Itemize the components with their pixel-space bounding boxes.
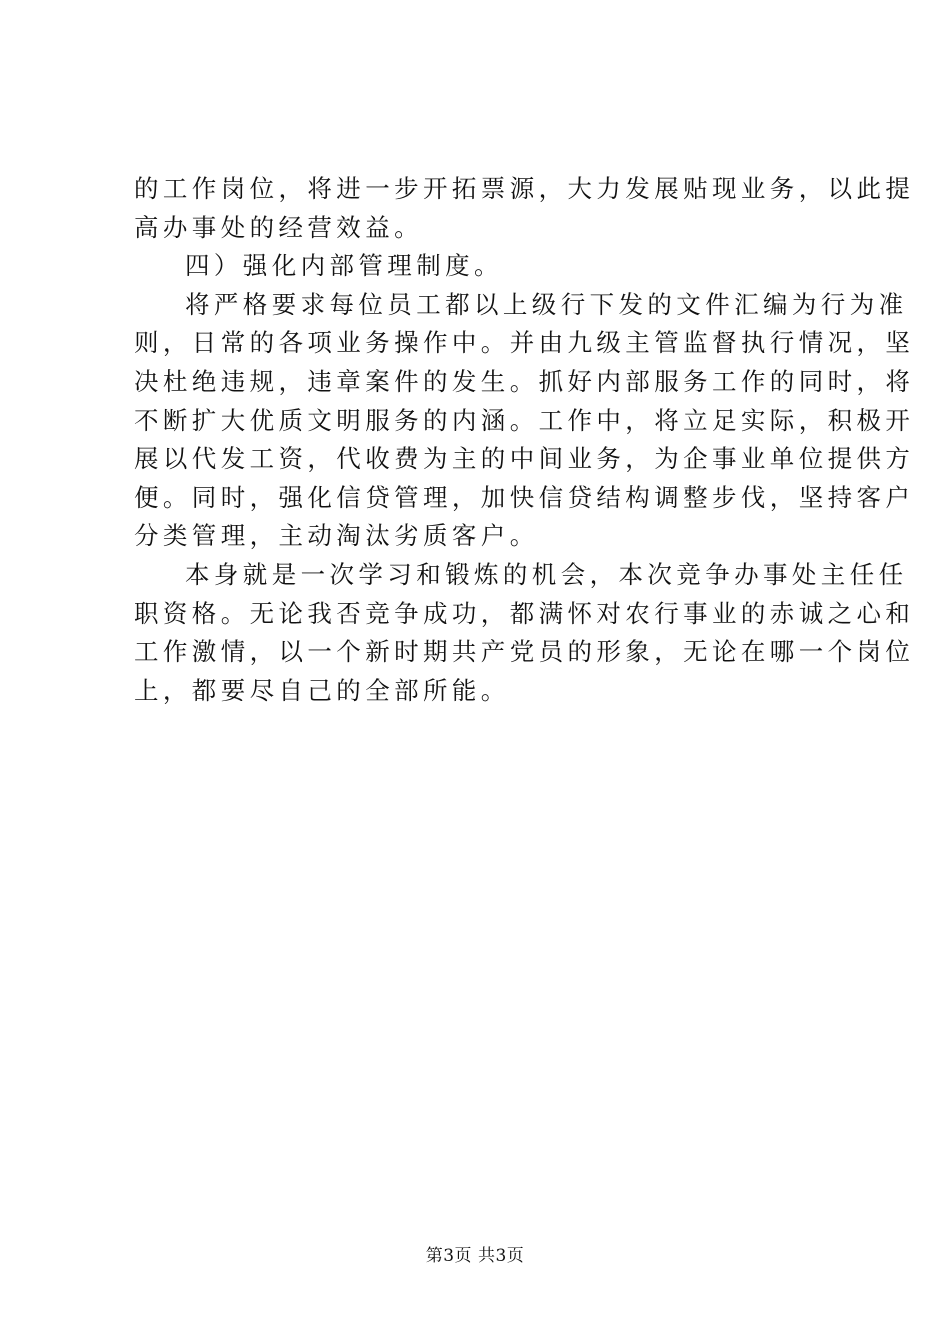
text-line: 上，都要尽自己的全部所能。 <box>134 675 510 705</box>
document-body <box>134 170 915 710</box>
text-line: 则，日常的各项业务操作中。并由九级主管监督执行情况，坚 <box>134 328 915 358</box>
text-line: 职资格。无论我否竞争成功，都满怀对农行事业的赤诚之心和 <box>134 598 915 628</box>
text-line: 高办事处的经营效益。 <box>134 212 423 242</box>
text-line: 决杜绝违规，违章案件的发生。抓好内部服务工作的同时，将 <box>134 366 915 396</box>
text-line: 将严格要求每位员工都以上级行下发的文件汇编为行为准 <box>185 289 908 319</box>
text-line: 四）强化内部管理制度。 <box>185 251 503 281</box>
section-heading <box>134 247 836 286</box>
page-number-footer: 第3页 共3页 <box>425 1246 525 1266</box>
text-line: 便。同时，强化信贷管理，加快信贷结构调整步伐，坚持客户 <box>134 482 915 512</box>
text-line: 工作激情，以一个新时期共产党员的形象，无论在哪一个岗位 <box>134 637 915 667</box>
text-line: 不断扩大优质文明服务的内涵。工作中，将立足实际，积极开 <box>134 405 915 435</box>
paragraph <box>134 286 915 556</box>
paragraph <box>134 170 915 247</box>
text-line: 本身就是一次学习和锻炼的机会，本次竞争办事处主任任 <box>185 559 908 589</box>
text-line: 的工作岗位，将进一步开拓票源，大力发展贴现业务，以此提 <box>134 174 915 203</box>
text-line: 分类管理，主动淘汰劣质客户。 <box>134 521 539 551</box>
text-line: 展以代发工资，代收费为主的中间业务，为企事业单位提供方 <box>134 444 915 474</box>
paragraph <box>134 556 915 710</box>
